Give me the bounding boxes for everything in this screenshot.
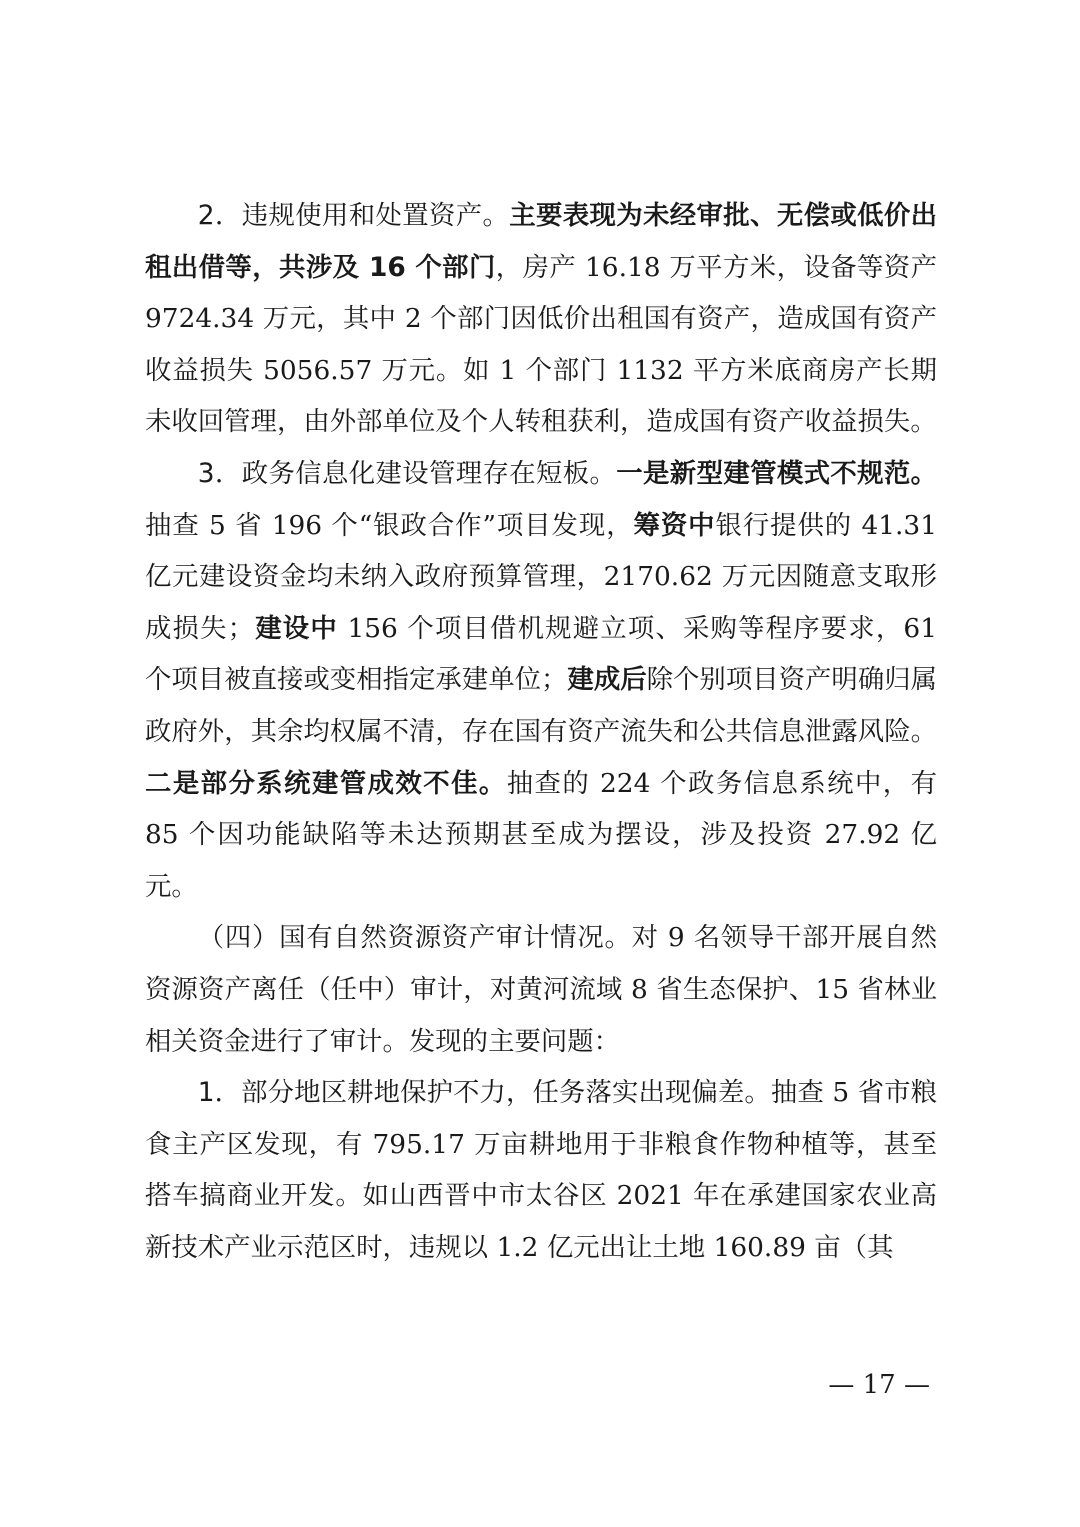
page-number: — 17 — xyxy=(828,1370,930,1400)
section-heading: 3．政务信息化建设管理存在短板。 xyxy=(197,457,617,489)
text-run: 抽查的 224 个政务信息系统中，有 85 个因功能缺陷等未达预期甚至成为摆设，涉及投资 27.92 亿元。 xyxy=(145,767,946,902)
bold-phrase: 筹资中 xyxy=(633,509,716,541)
paragraph xyxy=(145,912,937,1067)
text-run: 抽查 5 省市粮食主产区发现，有 795.17 万亩耕地用于非粮食作物种植等，甚至搭车搞商业开发。如山西晋中市太谷区 2021 年在承建国家农业高新技术产业示范区时，违规以 1.2 亿元出让土地 160.89 亩（其 xyxy=(145,1077,937,1263)
text-run: 除个别项目资产明确归属政府外，其余均权属不清，存在国有资产流失和公共信息泄露风险。 xyxy=(145,664,938,747)
text-run: 抽查 5 省 196 个“银政合作”项目发现， xyxy=(145,509,634,541)
bold-phrase: 建设中 xyxy=(254,612,338,644)
paragraph xyxy=(145,448,946,912)
document-body xyxy=(145,190,946,1273)
bold-phrase: 建成后 xyxy=(567,664,647,696)
text-run: 对 9 名领导干部开展自然资源资产离任（任中）审计，对黄河流域 8 省生态保护、15 省林业相关资金进行了审计。发现的主要问题： xyxy=(145,922,937,1057)
section-heading: （四）国有自然资源资产审计情况。 xyxy=(197,922,632,954)
bold-phrase: 主要表现为未经审批、无偿或低价出租出借等，共涉及 16 个部门 xyxy=(145,200,937,283)
text-run: 156 个项目借机规避立项、采购等程序要求，61 个项目被直接或变相指定承建单位； xyxy=(145,612,946,696)
paragraph xyxy=(145,1067,937,1273)
text-run: ，房产 16.18 万平方米，设备等资产 9724.34 万元，其中 2 个部门因低价出租国有资产，造成国有资产收益损失 5056.57 万元。如 1 个部门 1132 平方米底商房产长期未收回管理，由外部单位及个人转租获利，造成国有资产收益损失。 xyxy=(145,251,946,438)
paragraph xyxy=(145,190,946,448)
section-heading: 2．违规使用和处置资产。 xyxy=(197,200,510,231)
section-heading: 1．部分地区耕地保护不力，任务落实出现偏差。 xyxy=(197,1077,771,1109)
text-run: 银行提供的 41.31 亿元建设资金均未纳入政府预算管理，2170.62 万元因随意支取形成损失； xyxy=(145,509,946,644)
bold-phrase: 一是新型建管模式不规范。 xyxy=(616,457,938,489)
bold-phrase: 二是部分系统建管成效不佳。 xyxy=(145,767,507,799)
